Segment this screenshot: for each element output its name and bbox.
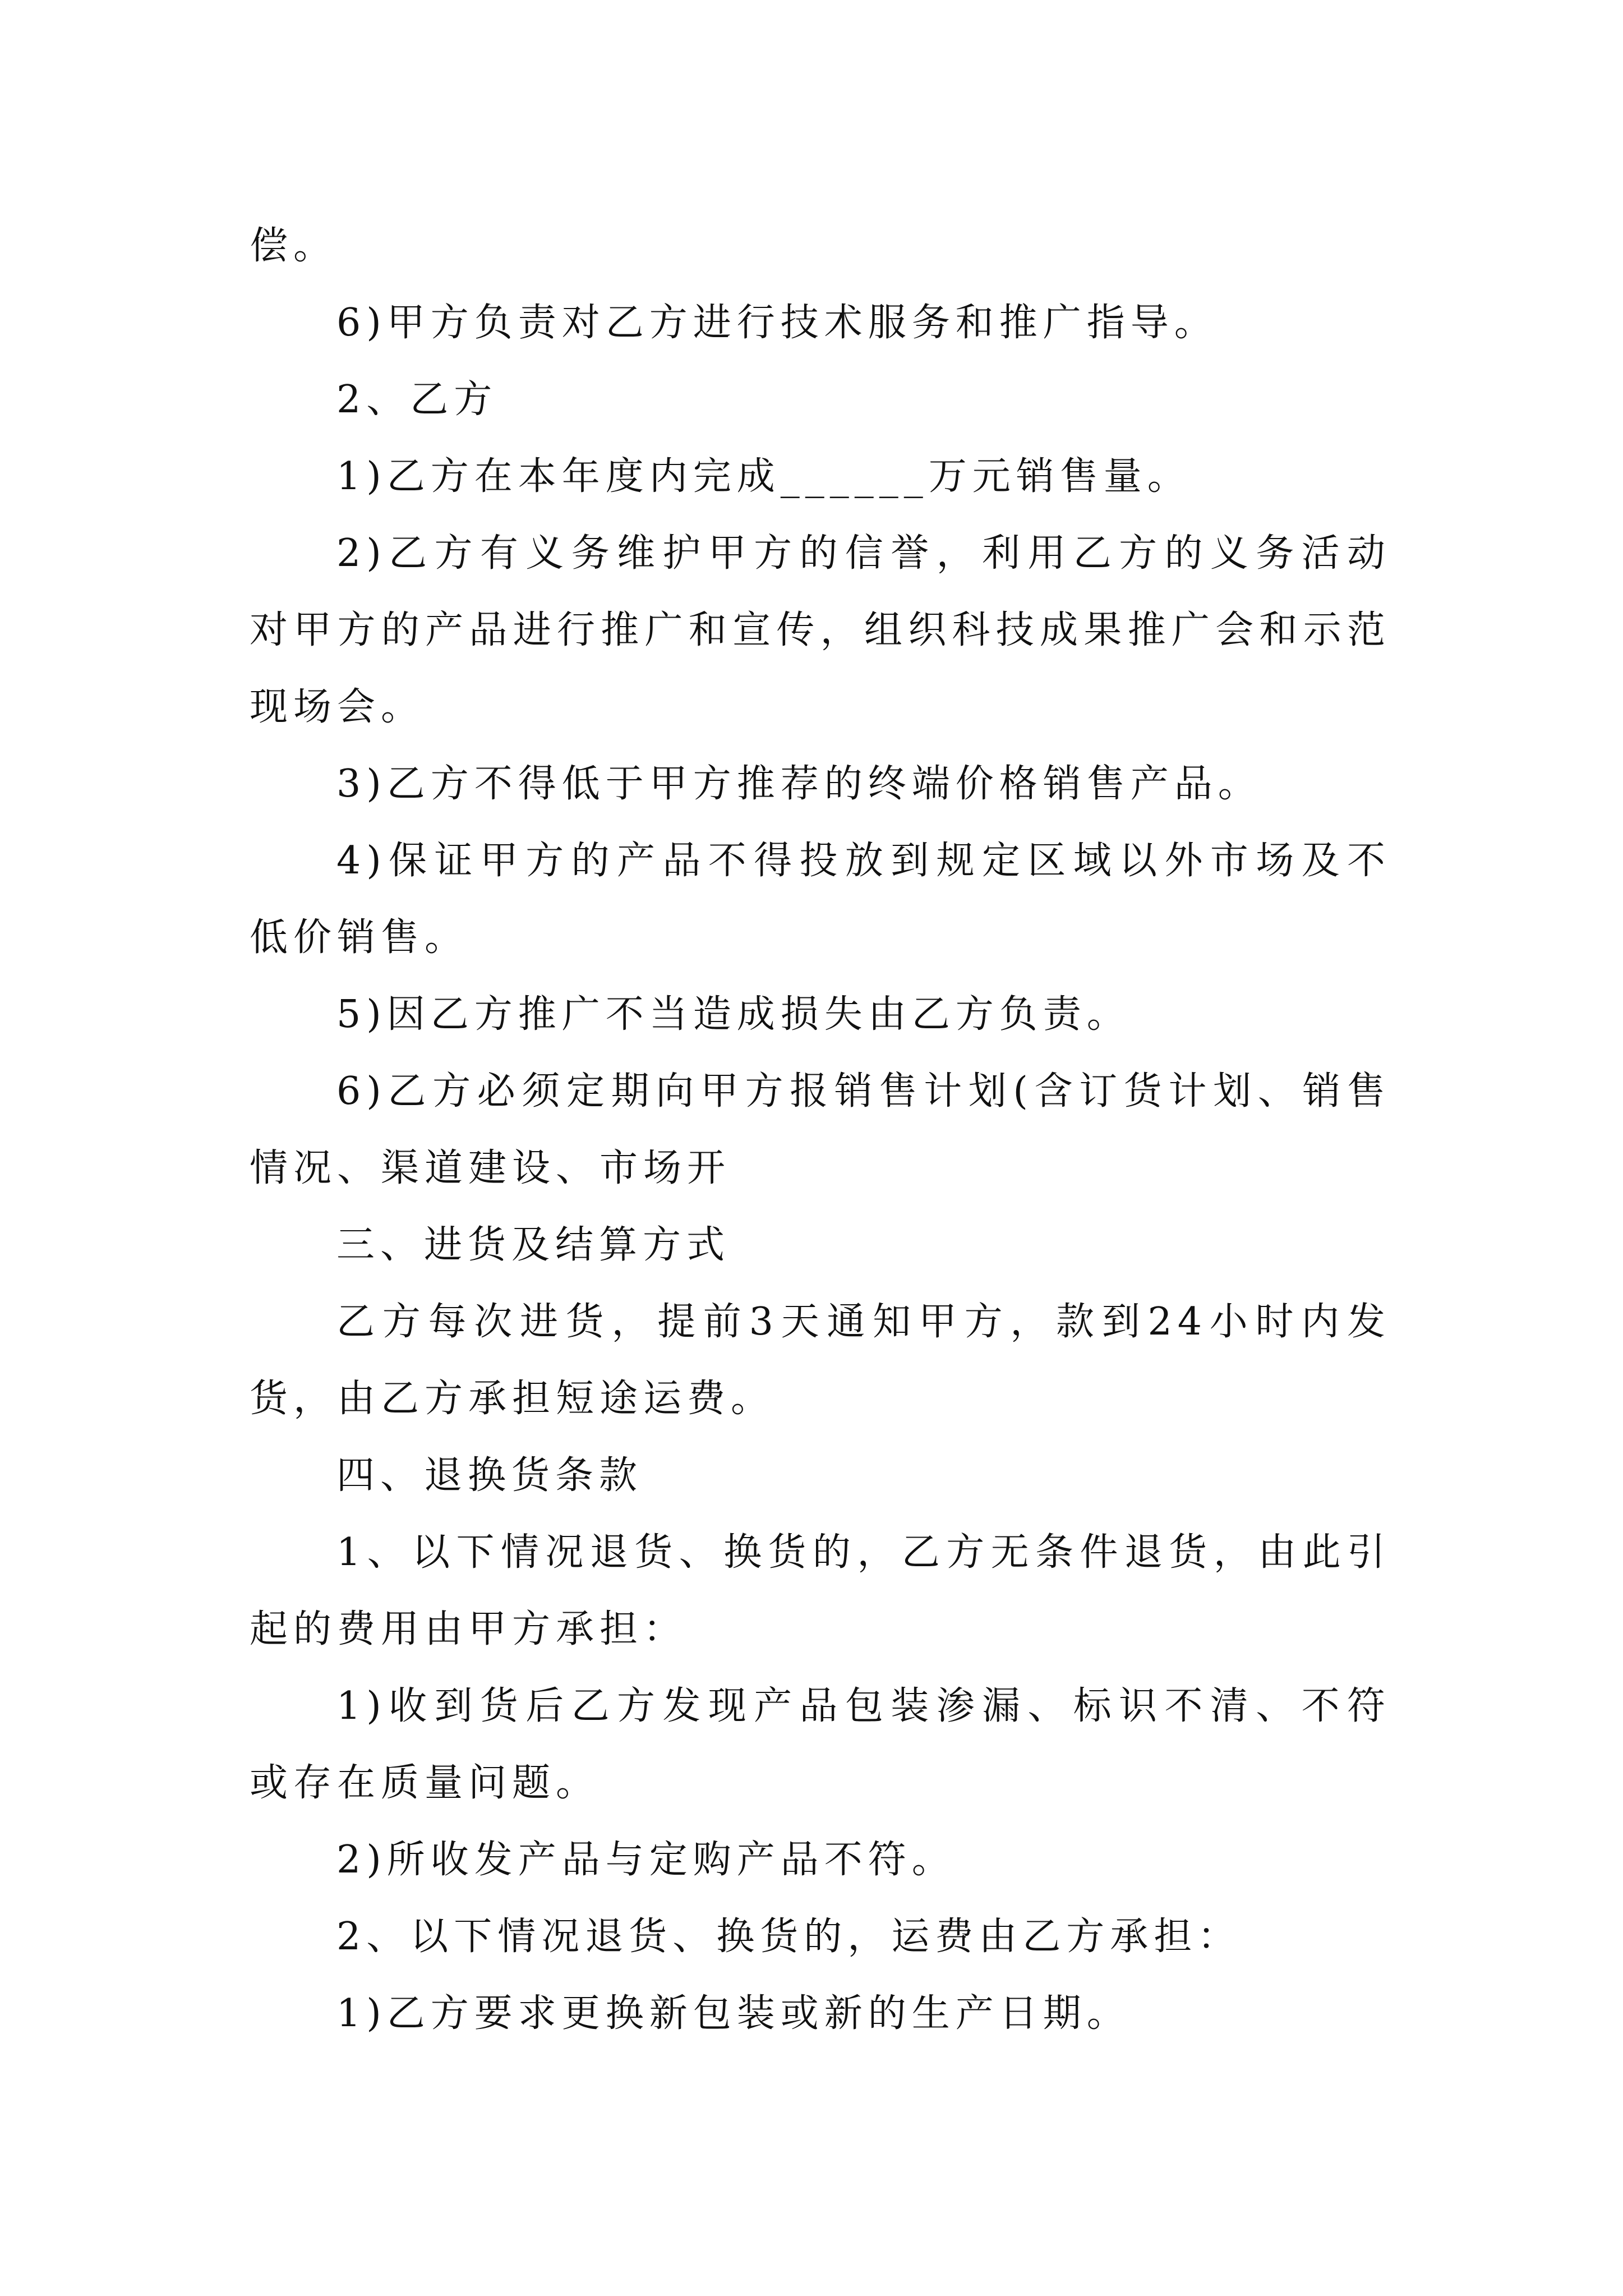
paragraph: 5)因乙方推广不当造成损失由乙方负责。	[336, 992, 1131, 1037]
paragraph: 偿。	[250, 224, 338, 268]
paragraph: 2)所收发产品与定购产品不符。	[336, 1838, 956, 1882]
section-heading: 三、进货及结算方式	[336, 1223, 731, 1267]
section-heading: 2、乙方	[336, 378, 498, 422]
paragraph: 1)收到货后乙方发现产品包装渗漏、标识不清、不符或存在质量问题。	[250, 1684, 1391, 1805]
paragraph: 乙方每次进货，提前3天通知甲方，款到24小时内发货，由乙方承担短途运费。	[250, 1300, 1391, 1421]
paragraph: 2、以下情况退货、换货的，运费由乙方承担：	[336, 1915, 1242, 1959]
paragraph: 1)乙方要求更换新包装或新的生产日期。	[336, 1991, 1131, 2036]
section-heading: 四、退换货条款	[336, 1453, 643, 1498]
paragraph: 6)乙方必须定期向甲方报销售计划(含订货计划、销售情况、渠道建设、市场开	[250, 1069, 1391, 1190]
paragraph: 4)保证甲方的产品不得投放到规定区域以外市场及不低价销售。	[250, 839, 1391, 960]
document-page	[250, 208, 1391, 2052]
paragraph: 1)乙方在本年度内完成______万元销售量。	[336, 454, 1191, 499]
paragraph: 6)甲方负责对乙方进行技术服务和推广指导。	[336, 301, 1218, 345]
paragraph: 1、以下情况退货、换货的，乙方无条件退货，由此引起的费用由甲方承担：	[250, 1530, 1391, 1651]
paragraph: 2)乙方有义务维护甲方的信誉，利用乙方的义务活动对甲方的产品进行推广和宣传，组织科技成果推广会和示范现场会。	[250, 531, 1391, 729]
paragraph: 3)乙方不得低于甲方推荐的终端价格销售产品。	[336, 762, 1262, 806]
